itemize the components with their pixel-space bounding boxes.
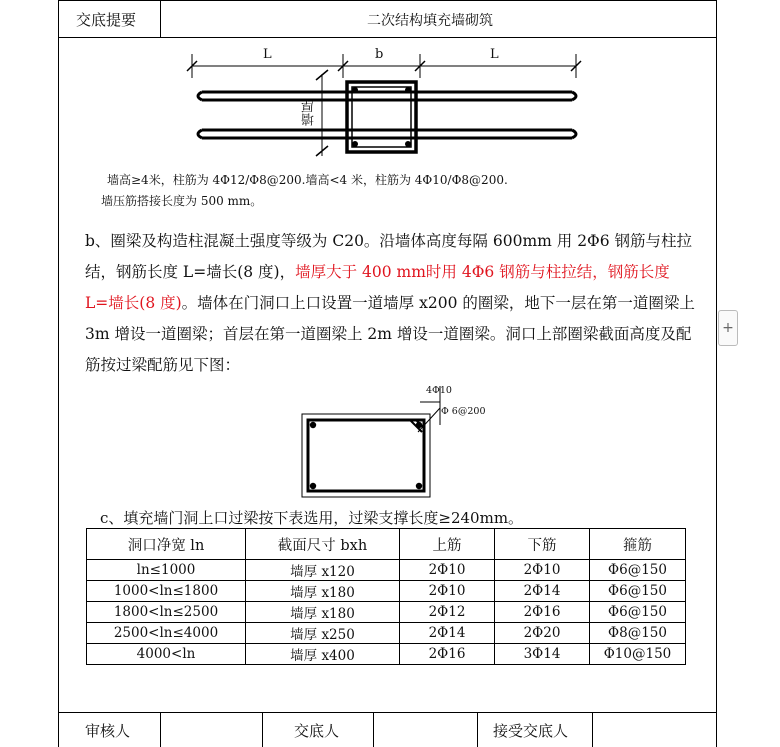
table-cell: 4000<ln: [87, 644, 246, 665]
table-header-cell: 下筋: [495, 529, 590, 560]
frame-left: [58, 0, 59, 747]
dim-mid-label: b: [375, 47, 384, 62]
reviewer-label: 审核人: [85, 722, 131, 740]
table-cell: 墙厚 x400: [246, 644, 400, 665]
table-cell: Φ10@150: [590, 644, 686, 665]
ring-beam-paragraph: [85, 226, 695, 381]
beam-section-diagram: [290, 380, 460, 505]
dim-right-label: L: [490, 47, 499, 62]
column-rebar-note: 墙高≥4米，柱筋为 4Φ12/Φ8@200.墙高<4 米，柱筋为 4Φ10/Φ8@200.: [107, 173, 508, 187]
frame-right: [716, 0, 717, 747]
table-header-cell: 截面尺寸 bxh: [246, 529, 400, 560]
table-cell: 2Φ10: [495, 560, 590, 581]
table-header-cell: 洞口净宽 ln: [87, 529, 246, 560]
table-cell: 墙厚 x120: [246, 560, 400, 581]
table-cell: 2Φ14: [400, 623, 495, 644]
table-cell: 2500<ln≤4000: [87, 623, 246, 644]
table-cell: 2Φ10: [400, 560, 495, 581]
table-header-cell: 上筋: [400, 529, 495, 560]
table-cell: Φ6@150: [590, 581, 686, 602]
add-button[interactable]: +: [718, 310, 738, 346]
frame-top: [58, 0, 717, 1]
table-cell: ln≤1000: [87, 560, 246, 581]
footer-divider-2: [262, 712, 263, 747]
header-bottom-rule: [58, 37, 717, 38]
table-cell: Φ6@150: [590, 602, 686, 623]
ring-beam-text-red: 墙厚大于 400 mm时用 4Φ6 钢筋与柱拉结，钢筋长度 L=墙长(8 度): [85, 263, 670, 312]
ring-beam-text-1: b、圈梁及构造柱混凝土强度等级为 C20。沿墙体高度每隔 600mm 用 2Φ6 钢筋与柱拉结，钢筋长度 L=墙长(8 度)，: [85, 232, 693, 281]
footer-divider-3: [373, 712, 374, 747]
footer-divider-4: [477, 712, 478, 747]
table-row: [87, 560, 686, 581]
beam-main-bar-label: 4Φ10: [426, 385, 452, 396]
table-header-cell: 箍筋: [590, 529, 686, 560]
lintel-paragraph: c、填充墙门洞上口过梁按下表选用，过梁支撑长度≥240mm。: [100, 509, 524, 527]
footer-top-rule: [58, 712, 717, 713]
table-header-row: [87, 529, 686, 560]
wall-thickness-label: 墙厚: [302, 100, 317, 126]
table-cell: 1800<ln≤2500: [87, 602, 246, 623]
table-row: [87, 623, 686, 644]
table-cell: 2Φ16: [400, 644, 495, 665]
table-cell: 2Φ10: [400, 581, 495, 602]
table-cell: 2Φ20: [495, 623, 590, 644]
table-cell: 1000<ln≤1800: [87, 581, 246, 602]
header-title: 二次结构填充墙砌筑: [367, 13, 493, 29]
lintel-table: [86, 528, 686, 665]
header-divider: [160, 0, 161, 37]
footer-divider-5: [592, 712, 593, 747]
table-cell: Φ6@150: [590, 560, 686, 581]
footer-divider-1: [160, 712, 161, 747]
table-cell: 墙厚 x180: [246, 602, 400, 623]
header-label: 交底提要: [76, 11, 137, 29]
ring-beam-text-2: 。墙体在门洞口上口设置一道墙厚 x200 的圈梁，地下一层在第一道圈梁上 3m 增设一道圈梁；首层在第一道圈梁上 2m 增设一道圈梁。洞口上部圈梁截面高度及配筋按过梁配筋见下图：: [85, 294, 695, 374]
table-cell: Φ8@150: [590, 623, 686, 644]
table-row: [87, 644, 686, 665]
table-cell: 2Φ16: [495, 602, 590, 623]
table-cell: 3Φ14: [495, 644, 590, 665]
table-cell: 2Φ14: [495, 581, 590, 602]
receiver-label: 接受交底人: [493, 722, 569, 740]
beam-stirrup-label: Φ 6@200: [441, 406, 486, 417]
table-row: [87, 581, 686, 602]
table-cell: 墙厚 x250: [246, 623, 400, 644]
presenter-label: 交底人: [294, 722, 340, 740]
dim-left-label: L: [263, 47, 272, 62]
lap-length-note: 墙压筋搭接长度为 500 mm。: [101, 194, 263, 208]
table-cell: 2Φ12: [400, 602, 495, 623]
wall-tie-diagram: [180, 44, 600, 162]
table-row: [87, 602, 686, 623]
table-cell: 墙厚 x180: [246, 581, 400, 602]
